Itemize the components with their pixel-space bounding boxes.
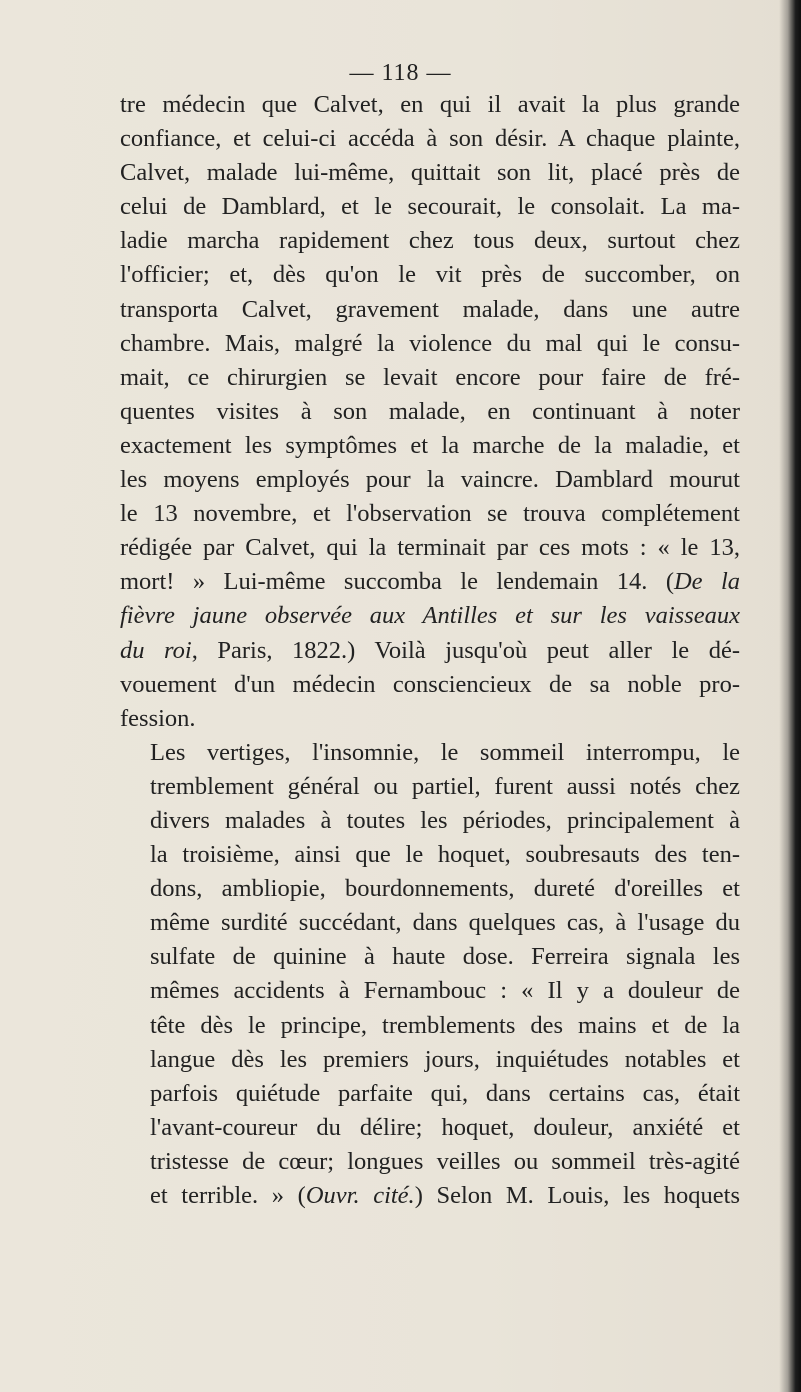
text-line: Calvet, malade lui-même, quittait son lit, placé près de (120, 159, 740, 187)
book-binding-edge (779, 0, 801, 1392)
text-line: vouement d'un médecin consciencieux de sa noble pro- (120, 670, 740, 698)
text-line: mait, ce chirurgien se levait encore pour faire de fré- (120, 363, 740, 391)
citation-title-start: De la (673, 568, 741, 596)
citation-title-middle: fièvre jaune observée aux Antilles et sur les vaisseaux (120, 602, 740, 630)
text-line: la troisième, ainsi que le hoquet, soubresauts des ten- (150, 841, 740, 869)
text-line: langue dès les premiers jours, inquiétudes notables et (150, 1045, 740, 1073)
text-line: confiance, et celui-ci accéda à son désir. A chaque plainte, (120, 125, 740, 153)
text-line: sulfate de quinine à haute dose. Ferreira signala les (150, 943, 740, 971)
body-text (120, 88, 740, 1213)
text-line: exactement les symptômes et la marche de la maladie, et (120, 431, 740, 459)
text-line-with-citation (120, 1179, 740, 1213)
text-line: Les vertiges, l'insomnie, le sommeil interrompu, le (150, 738, 740, 766)
text-line: rédigée par Calvet, qui la terminait par ces mots : « le 13, (120, 534, 740, 562)
text-fragment: et terrible. » ( (150, 1182, 306, 1209)
text-line: les moyens employés pour la vaincre. Damblard mourut (120, 466, 740, 494)
text-line-with-citation (120, 634, 740, 668)
text-fragment: mort! » Lui-même succomba le lendemain 14. ( (120, 568, 674, 596)
text-line: parfois quiétude parfaite qui, dans certains cas, était (150, 1079, 740, 1107)
text-line: celui de Damblard, et le secourait, le consolait. La ma- (120, 193, 740, 221)
citation-title-end: du roi (120, 636, 192, 664)
text-line: tre médecin que Calvet, en qui il avait la plus grande (120, 91, 740, 118)
text-line: quentes visites à son malade, en continuant à noter (120, 397, 740, 425)
page-number: — 118 — (349, 60, 452, 86)
text-line-with-citation (120, 565, 740, 599)
text-line: le 13 novembre, et l'observation se trouva complétement (120, 500, 740, 528)
text-line: l'avant-coureur du délire; hoquet, douleur, anxiété et (150, 1113, 740, 1141)
text-line: fession. (120, 704, 196, 732)
text-line: l'officier; et, dès qu'on le vit près de succomber, on (120, 261, 740, 289)
text-line: mêmes accidents à Fernambouc : « Il y a douleur de (150, 977, 740, 1005)
text-line: chambre. Mais, malgré la violence du mal qui le consu- (120, 329, 740, 357)
text-line: même surdité succédant, dans quelques cas, à l'usage du (150, 909, 740, 937)
text-fragment: , Paris, 1822.) Voilà jusqu'où peut aller le dé- (191, 636, 740, 664)
citation-reference: Ouvr. cité. (305, 1182, 415, 1209)
text-line: divers malades à toutes les périodes, principalement à (150, 806, 740, 834)
text-fragment: ) Selon M. Louis, les hoquets (414, 1182, 741, 1209)
text-line: tristesse de cœur; longues veilles ou sommeil très-agité (150, 1147, 740, 1175)
text-line: tremblement général ou partiel, furent aussi notés chez (150, 772, 740, 800)
paragraph-1 (120, 88, 740, 736)
text-line-citation (120, 599, 740, 633)
paragraph-2 (120, 736, 740, 1213)
text-line: tête dès le principe, tremblements des mains et de la (150, 1011, 740, 1039)
text-line: dons, ambliopie, bourdonnements, dureté d'oreilles et (150, 875, 740, 903)
text-line: transporta Calvet, gravement malade, dans une autre (120, 295, 740, 323)
text-line: ladie marcha rapidement chez tous deux, surtout chez (120, 227, 740, 255)
